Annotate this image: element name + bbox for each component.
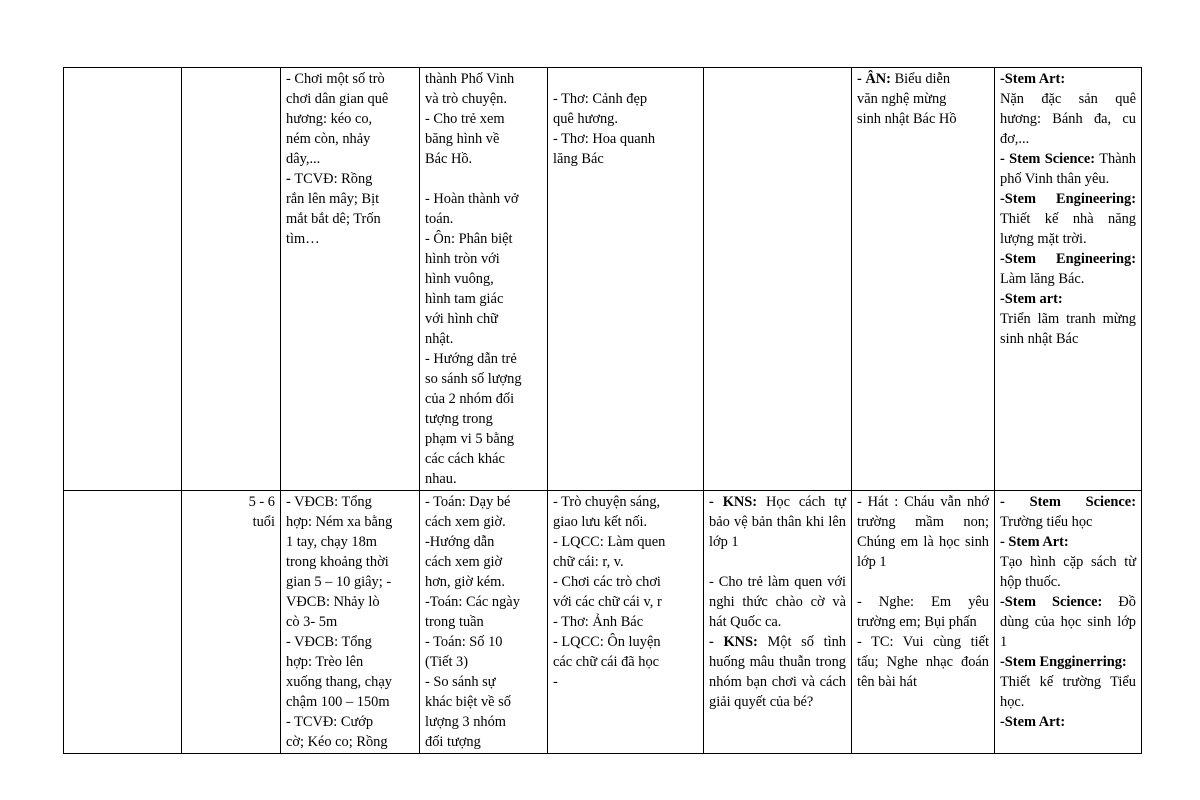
cell-paragraph xyxy=(857,592,989,632)
cell-line: chậm 100 – 150m xyxy=(286,694,390,710)
cell-text: của 2 nhóm đối xyxy=(425,391,515,407)
cell-line xyxy=(425,129,542,149)
cell-paragraph xyxy=(1000,552,1136,592)
bold-label: -Stem Science: xyxy=(1000,594,1103,610)
cell-line xyxy=(286,229,414,249)
cell-text: rắn lên mây; Bịt xyxy=(286,191,380,207)
cell-paragraph xyxy=(857,492,989,572)
cell-text: phạm vi 5 bằng xyxy=(425,431,515,447)
cell-text: tìm… xyxy=(286,231,320,247)
cell-text: - Nghe: Em yêu trường em; Bụi phấn xyxy=(857,594,989,630)
lesson-plan-table xyxy=(63,67,1142,754)
cell-text: TCVĐ: Rồng xyxy=(294,171,373,187)
cell-paragraph xyxy=(709,632,846,712)
bold-label: - Stem Science: xyxy=(1000,151,1096,167)
cell-paragraph xyxy=(1000,189,1136,249)
cell-line xyxy=(286,129,414,149)
cell-text: Một số tình huống mâu thuẫn trong nhóm bạn chơi và cách giải quyết của bé? xyxy=(709,634,846,710)
bold-label: -Stem Engginerring: xyxy=(1000,654,1127,670)
cell-line: - Toán: Dạy bé xyxy=(425,494,511,510)
table-row xyxy=(64,68,1142,491)
cell-line xyxy=(425,189,542,209)
cell-line: (Tiết 3) xyxy=(425,654,469,670)
cell-text: Học cách tự bảo vệ bản thân khi lên lớp 1 xyxy=(709,494,846,550)
cell-paragraph xyxy=(1000,652,1136,672)
age-unit-label: tuổi xyxy=(252,514,275,530)
cell-line: giao lưu kết nối. xyxy=(553,514,648,530)
bold-label: -Stem Engineering: xyxy=(1000,251,1136,267)
cell-line: cách xem giờ xyxy=(425,554,503,570)
cell-paragraph xyxy=(1000,149,1136,189)
cell-text: toán. xyxy=(425,211,454,227)
cell-line: VĐCB: Nhảy lò xyxy=(286,594,380,610)
cell-paragraph xyxy=(1000,712,1136,732)
cell-text: ném còn, nhảy xyxy=(286,131,371,147)
cell-line: - LQCC: Làm quen xyxy=(553,534,666,550)
bold-label: - Stem Science: xyxy=(1000,494,1136,510)
cell-paragraph xyxy=(1000,89,1136,149)
cell-text: Làm lăng Bác. xyxy=(1000,271,1085,287)
cell-paragraph xyxy=(1000,592,1136,652)
cell-line: sinh nhật Bác Hồ xyxy=(857,111,957,127)
cell-line xyxy=(425,329,542,349)
cell-line: hợp: Trèo lên xyxy=(286,654,364,670)
cell-text: Thiết kế trường Tiểu học. xyxy=(1000,674,1136,710)
cell-line xyxy=(425,469,542,489)
cell-line xyxy=(425,149,542,169)
learning-activities-cell xyxy=(420,491,548,754)
bold-label: - KNS: xyxy=(709,634,758,650)
cell-text: - Cho trẻ làm quen với nghi thức chào cờ và hát Quốc ca. xyxy=(709,574,846,630)
cell-text: Trường tiểu học xyxy=(1000,514,1093,530)
blank-line xyxy=(857,572,989,592)
cell-text: Thành phố Vinh thân yêu. xyxy=(1000,151,1136,187)
art-activities-cell xyxy=(852,68,995,491)
cell-text: hình tam giác xyxy=(425,291,504,307)
stem-activities-cell xyxy=(995,491,1142,754)
cell-text: thành Phố Vinh xyxy=(425,71,515,87)
cell-paragraph xyxy=(1000,289,1136,309)
cell-line xyxy=(286,109,414,129)
cell-line xyxy=(857,69,989,89)
learning-activities-cell xyxy=(420,68,548,491)
cell-line: - Thơ: Hoa quanh xyxy=(553,131,656,147)
cell-line xyxy=(425,109,542,129)
age-label: 5 - 6 xyxy=(248,494,275,510)
cell-text: tượng trong xyxy=(425,411,493,427)
art-activities-cell xyxy=(852,491,995,754)
bold-label: - ÂN: xyxy=(857,71,891,87)
cell-line xyxy=(286,149,414,169)
cell-text: Bác Hồ. xyxy=(425,151,473,167)
cell-paragraph xyxy=(1000,672,1136,712)
cell-line: - LQCC: Ôn luyện xyxy=(553,634,661,650)
cell-line: trong khoảng thời xyxy=(286,554,389,570)
cell-paragraph xyxy=(1000,249,1136,289)
cell-paragraph xyxy=(709,572,846,632)
cell-line xyxy=(425,89,542,109)
cell-line xyxy=(425,309,542,329)
cell-text: Triển lãm tranh mừng sinh nhật Bác xyxy=(1000,311,1136,347)
cell-line: cờ; Kéo co; Rồng xyxy=(286,734,388,750)
cell-line: - VĐCB: Tổng xyxy=(286,634,372,650)
cell-text: nhật. xyxy=(425,331,454,347)
cell-line xyxy=(425,69,542,89)
cell-line: chữ cái: r, v. xyxy=(553,554,624,570)
cell-line xyxy=(425,349,542,369)
cell-line: - VĐCB: Tổng xyxy=(286,494,372,510)
cell-line: -Toán: Các ngày xyxy=(425,594,520,610)
cell-line: đối tượng xyxy=(425,734,481,750)
blank-line xyxy=(553,69,698,89)
cell-text: với hình chữ xyxy=(425,311,498,327)
cell-text: băng hình về xyxy=(425,131,500,147)
cell-text: chơi dân gian quê xyxy=(286,91,389,107)
cell-line: hơn, giờ kém. xyxy=(425,574,505,590)
cell-line: các chữ cái đã học xyxy=(553,654,660,670)
cell-line: cò 3- 5m xyxy=(286,614,338,630)
cell-text: - Cho trẻ xem xyxy=(425,111,505,127)
cell-line: quê hương. xyxy=(553,111,618,127)
blank-cell xyxy=(64,68,182,491)
cell-text: - Hoàn thành vở xyxy=(425,191,519,207)
bold-label: -Stem Art: xyxy=(1000,714,1066,730)
cell-paragraph xyxy=(1000,492,1136,532)
cell-line xyxy=(425,409,542,429)
cell-line xyxy=(425,369,542,389)
cell-paragraph xyxy=(1000,532,1136,552)
cell-text: hình vuông, xyxy=(425,271,494,287)
cell-text: - Chơi một số trò xyxy=(286,71,385,87)
cell-paragraph xyxy=(1000,309,1136,349)
cell-text: và trò chuyện. xyxy=(425,91,507,107)
cell-line xyxy=(286,189,414,209)
cell-line: trong tuần xyxy=(425,614,484,630)
cell-paragraph xyxy=(857,632,989,692)
cell-line: - Chơi các trò chơi xyxy=(553,574,661,590)
cell-text: các cách khác xyxy=(425,451,505,467)
cell-paragraph xyxy=(1000,69,1136,89)
blank-cell xyxy=(64,491,182,754)
cell-line: - Trò chuyện sáng, xyxy=(553,494,661,510)
cell-line xyxy=(286,209,414,229)
blank-line xyxy=(425,169,542,189)
cell-text: Thiết kế nhà năng lượng mặt trời. xyxy=(1000,211,1136,247)
bold-label: - xyxy=(286,171,295,187)
cell-line xyxy=(425,289,542,309)
cell-line: lăng Bác xyxy=(553,151,604,167)
cell-line: hợp: Ném xa bằng xyxy=(286,514,393,530)
cell-line: - Toán: Số 10 xyxy=(425,634,503,650)
cell-line xyxy=(425,269,542,289)
cell-line xyxy=(286,69,414,89)
cell-line: - TCVĐ: Cướp xyxy=(286,714,374,730)
bold-label: -Stem art: xyxy=(1000,291,1063,307)
cell-text: - Ôn: Phân biệt xyxy=(425,231,513,247)
cell-paragraph xyxy=(709,492,846,552)
language-activities-cell xyxy=(548,68,704,491)
bold-label: - Stem Art: xyxy=(1000,534,1069,550)
cell-text: Tạo hình cặp sách từ hộp thuốc. xyxy=(1000,554,1136,590)
cell-text: Nặn đặc sản quê hương: Bánh đa, cu đơ,... xyxy=(1000,91,1136,147)
cell-text: - Hát : Cháu vẫn nhớ trường mầm non; Chúng em là học sinh lớp 1 xyxy=(857,494,989,570)
outdoor-activities-cell xyxy=(281,68,420,491)
cell-line xyxy=(425,429,542,449)
cell-line: khác biệt về số xyxy=(425,694,511,710)
cell-text: Biểu diễn xyxy=(890,71,951,87)
age-cell xyxy=(182,491,281,754)
cell-line: lượng 3 nhóm xyxy=(425,714,506,730)
cell-line xyxy=(425,249,542,269)
cell-line xyxy=(425,449,542,469)
cell-line: - xyxy=(553,674,558,690)
cell-line: - So sánh sự xyxy=(425,674,496,690)
cell-line: xuống thang, chạy xyxy=(286,674,392,690)
skills-activities-cell xyxy=(704,68,852,491)
cell-line xyxy=(286,169,414,189)
cell-text: nhau. xyxy=(425,471,457,487)
table-row xyxy=(64,491,1142,754)
cell-text: so sánh số lượng xyxy=(425,371,522,387)
cell-line xyxy=(425,389,542,409)
cell-line: - Thơ: Cảnh đẹp xyxy=(553,91,648,107)
cell-line: văn nghệ mừng xyxy=(857,91,947,107)
cell-line: 1 tay, chạy 18m xyxy=(286,534,377,550)
cell-text: Đồ dùng của học sinh lớp 1 xyxy=(1000,594,1136,650)
cell-text: hình tròn với xyxy=(425,251,500,267)
cell-line: với các chữ cái v, r xyxy=(553,594,662,610)
stem-activities-cell xyxy=(995,68,1142,491)
cell-line: - Thơ: Ảnh Bác xyxy=(553,614,644,630)
cell-text: hương: kéo co, xyxy=(286,111,373,127)
bold-label: -Stem Art: xyxy=(1000,71,1066,87)
cell-line xyxy=(425,209,542,229)
cell-line: gian 5 – 10 giây; - xyxy=(286,574,392,590)
cell-line: cách xem giờ. xyxy=(425,514,506,530)
cell-line: -Hướng dẫn xyxy=(425,534,495,550)
cell-text: - Hướng dẫn trẻ xyxy=(425,351,517,367)
cell-line xyxy=(425,229,542,249)
outdoor-activities-cell xyxy=(281,491,420,754)
cell-text: mắt bắt dê; Trốn xyxy=(286,211,381,227)
cell-line xyxy=(286,89,414,109)
language-activities-cell xyxy=(548,491,704,754)
skills-activities-cell xyxy=(704,491,852,754)
age-cell xyxy=(182,68,281,491)
bold-label: -Stem Engineering: xyxy=(1000,191,1136,207)
blank-line xyxy=(709,552,846,572)
cell-text: - TC: Vui cùng tiết tấu; Nghe nhạc đoán tên bài hát xyxy=(857,634,989,690)
cell-text: dây,... xyxy=(286,151,321,167)
bold-label: - KNS: xyxy=(709,494,758,510)
